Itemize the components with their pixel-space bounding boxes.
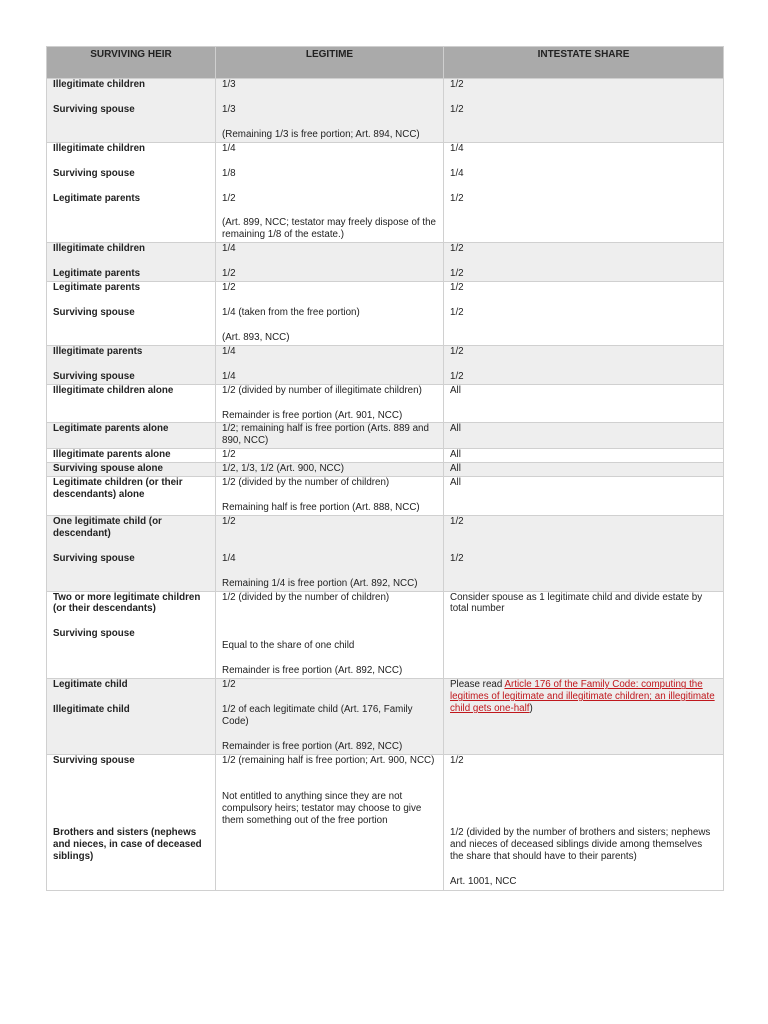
intestate-prefix: Please read (450, 679, 505, 691)
intestate-value: 1/4 (450, 167, 464, 179)
heir-label: Surviving spouse (53, 103, 135, 115)
heir-cell (47, 463, 216, 477)
intestate-cell (444, 463, 724, 477)
legitime-note: Remainder is free portion (Art. 901, NCC) (222, 409, 403, 421)
table-row (47, 463, 724, 477)
intestate-value: All (450, 477, 461, 489)
intestate-cell (444, 243, 724, 282)
legitime-cell (216, 423, 444, 449)
intestate-value: All (450, 463, 461, 475)
intestate-value: 1/4 (450, 142, 464, 154)
intestate-cell (444, 449, 724, 463)
heir-label: Illegitimate children (53, 142, 146, 154)
header-row (47, 47, 724, 79)
intestate-note (450, 679, 718, 715)
intestate-cell (444, 477, 724, 516)
intestate-cell (444, 282, 724, 346)
legitime-value: 1/4 (taken from the free portion) (222, 306, 360, 318)
intestate-value: 1/2 (450, 268, 464, 280)
legitime-value: 1/4 (222, 345, 236, 357)
legitime-note: (Art. 899, NCC; testator may freely dispose of the remaining 1/8 of the estate.) (222, 217, 436, 241)
heir-cell (47, 345, 216, 384)
table-row (47, 142, 724, 243)
intestate-cell (444, 142, 724, 243)
legitime-value: 1/3 (222, 79, 236, 90)
intestate-suffix: ) (529, 703, 533, 715)
heir-cell (47, 282, 216, 346)
heir-cell (47, 449, 216, 463)
legitime-value: 1/2 (divided by the number of children) (222, 591, 390, 603)
legitime-cell (216, 477, 444, 516)
heir-label: Two or more legitimate children (or their descendants) (53, 591, 201, 615)
header-legitime: LEGITIME (216, 47, 444, 79)
legitime-value: 1/8 (222, 167, 236, 179)
legitime-value: 1/2 (222, 282, 236, 294)
heir-label: One legitimate child (or descendant) (53, 515, 162, 539)
heir-label: Illegitimate child (53, 704, 130, 716)
intestate-value: 1/2 (450, 192, 464, 204)
table-row (47, 243, 724, 282)
legitime-note: Remaining 1/4 is free portion (Art. 892, NCC) (222, 577, 418, 589)
legitime-value: 1/2 (remaining half is free portion; Art. 900, NCC) (222, 754, 435, 766)
table-row (47, 754, 724, 890)
table-row (47, 79, 724, 143)
legitime-cell (216, 79, 444, 143)
heir-label: Surviving spouse (53, 754, 135, 766)
legitime-value: 1/4 (222, 370, 236, 382)
legitime-value: 1/3 (222, 103, 236, 115)
intestate-cell (444, 345, 724, 384)
heir-label: Legitimate parents (53, 282, 141, 294)
heir-label: Illegitimate parents alone (53, 449, 171, 461)
heir-cell (47, 591, 216, 679)
legitime-cell (216, 384, 444, 423)
legitime-value: 1/2 (222, 515, 236, 527)
intestate-cell (444, 423, 724, 449)
legitime-note: (Art. 893, NCC) (222, 331, 290, 343)
heir-label: Legitimate children (or their descendants) alone (53, 477, 183, 500)
legitime-note: Not entitled to anything since they are not compulsory heirs; testator may choose to give them something out of the free portion (222, 790, 422, 826)
heir-cell (47, 754, 216, 890)
intestate-cell (444, 679, 724, 755)
heir-label: Legitimate parents alone (53, 423, 169, 435)
legitime-value: 1/2 (divided by the number of children) (222, 477, 390, 489)
legitime-value: 1/4 (222, 243, 236, 255)
heir-cell (47, 423, 216, 449)
heir-label: Surviving spouse alone (53, 463, 163, 475)
intestate-value: 1/2 (450, 552, 464, 564)
legitime-value: 1/2 of each legitimate child (Art. 176, Family Code) (222, 704, 413, 728)
intestate-value: 1/2 (450, 282, 464, 294)
legitime-value: Equal to the share of one child (222, 640, 355, 652)
table-row (47, 449, 724, 463)
intestate-value: 1/2 (450, 754, 464, 766)
intestate-value: All (450, 449, 461, 461)
intestate-cell (444, 754, 724, 890)
heir-cell (47, 79, 216, 143)
intestate-value: 1/2 (450, 243, 464, 255)
legitime-value: 1/2 (222, 192, 236, 204)
intestate-value: All (450, 423, 461, 435)
heir-label: Surviving spouse (53, 306, 135, 318)
legitime-cell (216, 463, 444, 477)
table-row (47, 423, 724, 449)
intestate-value: 1/2 (450, 345, 464, 357)
intestate-value: 1/2 (divided by the number of brothers and sisters; nephews and nieces of deceased siblings divide among themselves the share that should have to their parents) (450, 826, 711, 862)
legitime-value: 1/2 (222, 268, 236, 280)
heir-cell (47, 142, 216, 243)
table-row (47, 345, 724, 384)
intestate-value: 1/2 (450, 306, 464, 318)
legitime-cell (216, 449, 444, 463)
legitime-note: (Remaining 1/3 is free portion; Art. 894, NCC) (222, 128, 420, 140)
legitime-value: 1/4 (222, 142, 236, 154)
intestate-value: All (450, 384, 461, 396)
table-row (47, 679, 724, 755)
heir-label: Legitimate parents (53, 192, 141, 204)
legitime-value: 1/2 (222, 449, 236, 461)
heir-label: Surviving spouse (53, 167, 135, 179)
intestate-value: 1/2 (450, 515, 464, 527)
heir-label: Legitimate child (53, 679, 128, 691)
heir-label: Illegitimate children (53, 79, 146, 90)
legitime-table (46, 46, 724, 891)
legitime-cell (216, 243, 444, 282)
legitime-note: Remainder is free portion (Art. 892, NCC) (222, 741, 403, 752)
table-row (47, 282, 724, 346)
intestate-cell (444, 591, 724, 679)
legitime-cell (216, 754, 444, 890)
table-row (47, 477, 724, 516)
intestate-note: Art. 1001, NCC (450, 875, 517, 887)
heir-cell (47, 243, 216, 282)
legitime-note: Remainder is free portion (Art. 892, NCC) (222, 665, 403, 677)
intestate-cell (444, 515, 724, 591)
legitime-value: 1/2 (divided by number of illegitimate children) (222, 384, 422, 396)
intestate-value: Consider spouse as 1 legitimate child and divide estate by total number (450, 591, 703, 615)
legitime-cell (216, 679, 444, 755)
heir-label: Illegitimate children (53, 243, 146, 255)
legitime-cell (216, 142, 444, 243)
intestate-value: 1/2 (450, 103, 464, 115)
legitime-value: 1/2, 1/3, 1/2 (Art. 900, NCC) (222, 463, 344, 475)
table-row (47, 384, 724, 423)
intestate-cell (444, 384, 724, 423)
intestate-cell (444, 79, 724, 143)
heir-cell (47, 477, 216, 516)
heir-label: Surviving spouse (53, 628, 135, 640)
intestate-value: 1/2 (450, 370, 464, 382)
legitime-value: 1/2; remaining half is free portion (Arts. 889 and 890, NCC) (222, 423, 429, 447)
legitime-cell (216, 515, 444, 591)
heir-cell (47, 679, 216, 755)
heir-cell (47, 384, 216, 423)
legitime-cell (216, 345, 444, 384)
table-row (47, 515, 724, 591)
header-surviving-heir: SURVIVING HEIR (47, 47, 216, 79)
legitime-value: 1/4 (222, 552, 236, 564)
legitime-note: Remaining half is free portion (Art. 888, NCC) (222, 501, 420, 513)
heir-label: Surviving spouse (53, 370, 135, 382)
legitime-value: 1/2 (222, 679, 236, 691)
heir-cell (47, 515, 216, 591)
heir-label: Illegitimate children alone (53, 384, 174, 396)
article-176-link[interactable]: Article 176 of the Family Code: computing the legitimes of legitimate and illegitimate children; an illegitimate child gets one-half (450, 679, 715, 715)
header-intestate-share: INTESTATE SHARE (444, 47, 724, 79)
table-row (47, 591, 724, 679)
heir-label: Surviving spouse (53, 552, 135, 564)
legitime-cell (216, 591, 444, 679)
intestate-value: 1/2 (450, 79, 464, 90)
heir-label: Legitimate parents (53, 268, 141, 280)
heir-label: Brothers and sisters (nephews and nieces, in case of deceased siblings) (53, 826, 202, 862)
heir-label: Illegitimate parents (53, 345, 143, 357)
legitime-cell (216, 282, 444, 346)
